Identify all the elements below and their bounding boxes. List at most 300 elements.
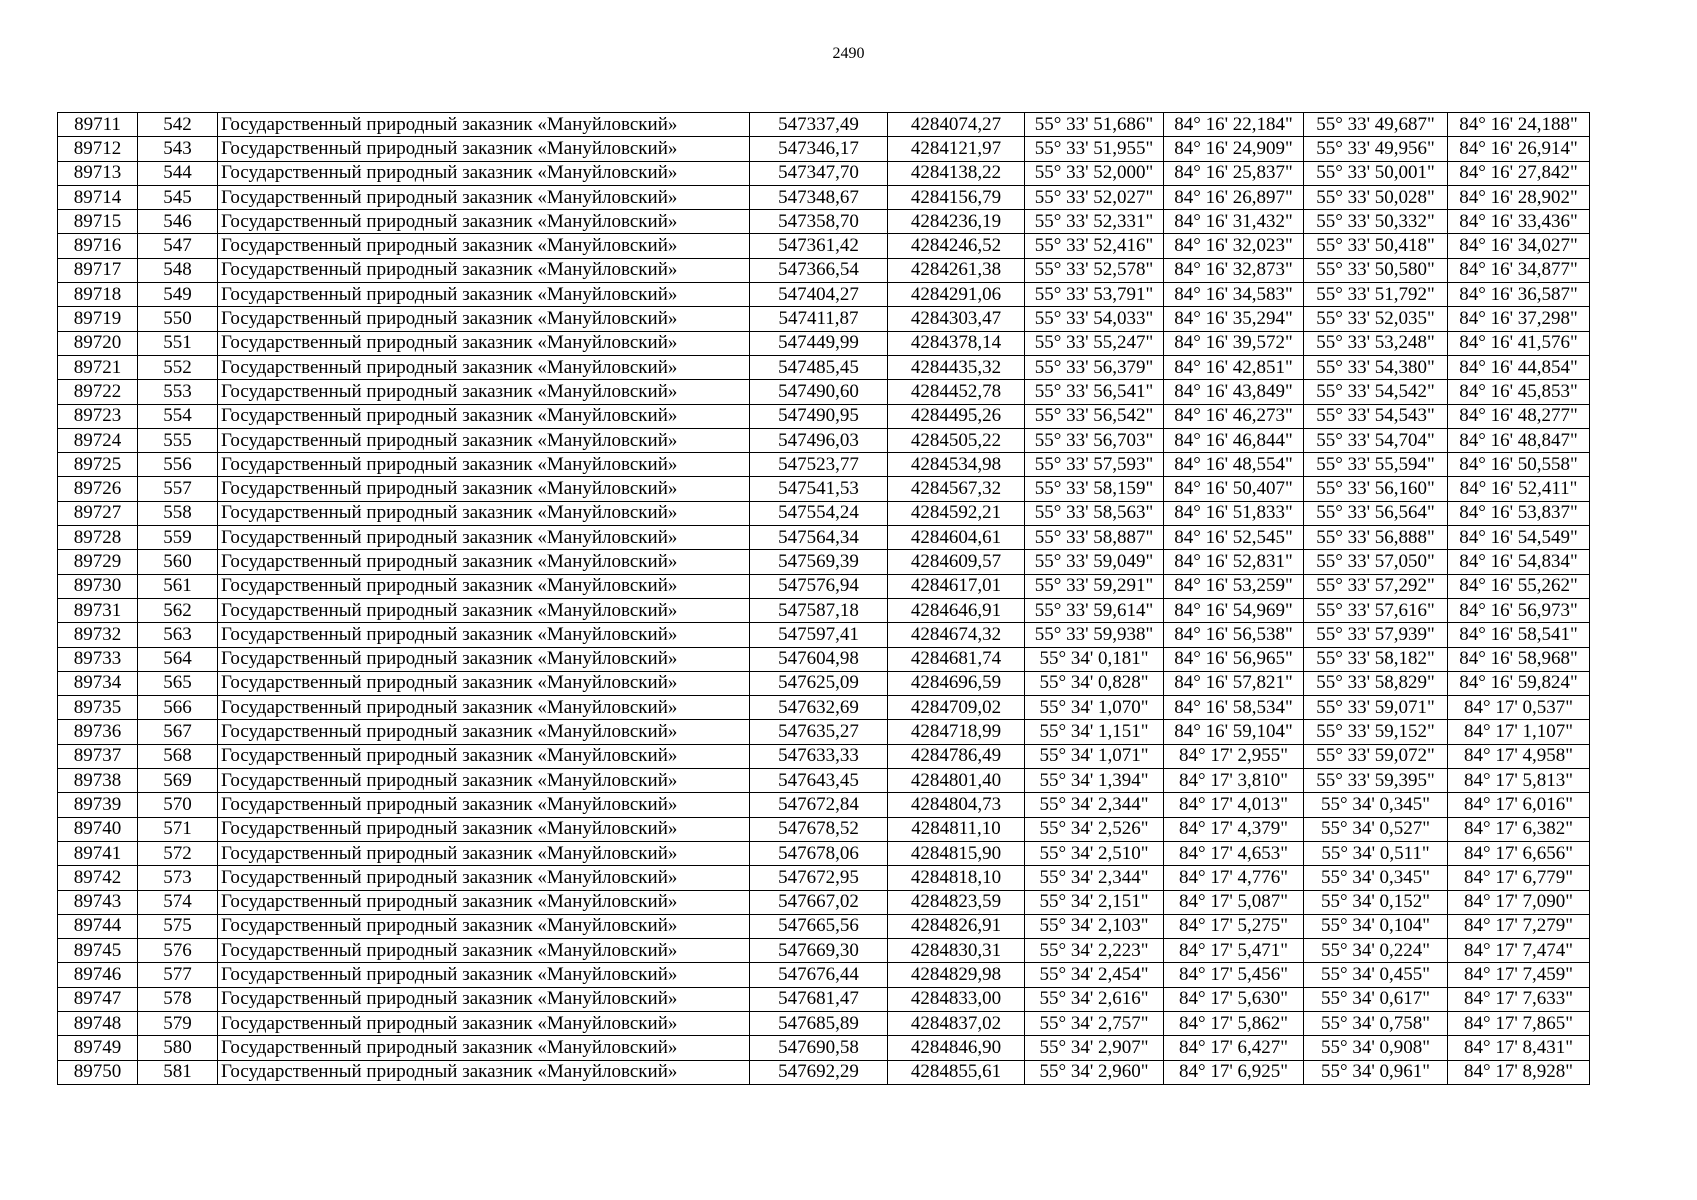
longitude-alt-cell: 84° 16' 36,587" xyxy=(1448,283,1590,307)
y-coordinate-cell: 4284830,31 xyxy=(888,939,1025,963)
table-row xyxy=(58,501,1590,525)
x-coordinate-cell: 547685,89 xyxy=(750,1011,888,1035)
longitude-alt-cell: 84° 16' 34,027" xyxy=(1448,234,1590,258)
x-coordinate-cell: 547635,27 xyxy=(750,720,888,744)
row-number-cell: 89726 xyxy=(58,477,138,501)
latitude-cell: 55° 33' 54,033" xyxy=(1025,307,1164,331)
longitude-alt-cell: 84° 17' 8,928" xyxy=(1448,1060,1590,1084)
name-cell: Государственный природный заказник «Мануйловский» xyxy=(218,137,750,161)
latitude-alt-cell: 55° 33' 55,594" xyxy=(1304,453,1448,477)
longitude-cell: 84° 17' 4,379" xyxy=(1164,817,1304,841)
longitude-alt-cell: 84° 16' 56,973" xyxy=(1448,598,1590,622)
latitude-cell: 55° 34' 2,151" xyxy=(1025,890,1164,914)
latitude-alt-cell: 55° 33' 59,395" xyxy=(1304,769,1448,793)
row-number-cell: 89719 xyxy=(58,307,138,331)
latitude-cell: 55° 33' 56,541" xyxy=(1025,380,1164,404)
longitude-cell: 84° 17' 5,862" xyxy=(1164,1011,1304,1035)
table-row xyxy=(58,939,1590,963)
table-row xyxy=(58,817,1590,841)
x-coordinate-cell: 547643,45 xyxy=(750,769,888,793)
name-cell: Государственный природный заказник «Мануйловский» xyxy=(218,623,750,647)
latitude-alt-cell: 55° 33' 53,248" xyxy=(1304,331,1448,355)
name-cell: Государственный природный заказник «Мануйловский» xyxy=(218,113,750,137)
longitude-cell: 84° 16' 52,831" xyxy=(1164,550,1304,574)
point-number-cell: 555 xyxy=(138,428,218,452)
latitude-alt-cell: 55° 34' 0,455" xyxy=(1304,963,1448,987)
table-row xyxy=(58,380,1590,404)
x-coordinate-cell: 547337,49 xyxy=(750,113,888,137)
x-coordinate-cell: 547411,87 xyxy=(750,307,888,331)
longitude-cell: 84° 17' 4,776" xyxy=(1164,866,1304,890)
latitude-alt-cell: 55° 34' 0,511" xyxy=(1304,841,1448,865)
row-number-cell: 89735 xyxy=(58,696,138,720)
row-number-cell: 89717 xyxy=(58,258,138,282)
row-number-cell: 89712 xyxy=(58,137,138,161)
longitude-alt-cell: 84° 16' 37,298" xyxy=(1448,307,1590,331)
latitude-alt-cell: 55° 33' 59,152" xyxy=(1304,720,1448,744)
point-number-cell: 552 xyxy=(138,355,218,379)
x-coordinate-cell: 547564,34 xyxy=(750,526,888,550)
point-number-cell: 581 xyxy=(138,1060,218,1084)
y-coordinate-cell: 4284833,00 xyxy=(888,987,1025,1011)
longitude-cell: 84° 16' 25,837" xyxy=(1164,161,1304,185)
latitude-cell: 55° 34' 0,181" xyxy=(1025,647,1164,671)
name-cell: Государственный природный заказник «Мануйловский» xyxy=(218,841,750,865)
name-cell: Государственный природный заказник «Мануйловский» xyxy=(218,769,750,793)
y-coordinate-cell: 4284681,74 xyxy=(888,647,1025,671)
x-coordinate-cell: 547678,06 xyxy=(750,841,888,865)
latitude-cell: 55° 33' 51,686" xyxy=(1025,113,1164,137)
longitude-alt-cell: 84° 16' 54,549" xyxy=(1448,526,1590,550)
latitude-cell: 55° 33' 53,791" xyxy=(1025,283,1164,307)
longitude-cell: 84° 16' 59,104" xyxy=(1164,720,1304,744)
point-number-cell: 580 xyxy=(138,1036,218,1060)
name-cell: Государственный природный заказник «Мануйловский» xyxy=(218,720,750,744)
y-coordinate-cell: 4284855,61 xyxy=(888,1060,1025,1084)
longitude-alt-cell: 84° 16' 28,902" xyxy=(1448,185,1590,209)
y-coordinate-cell: 4284074,27 xyxy=(888,113,1025,137)
longitude-alt-cell: 84° 16' 27,842" xyxy=(1448,161,1590,185)
latitude-cell: 55° 34' 2,344" xyxy=(1025,793,1164,817)
table-row xyxy=(58,355,1590,379)
name-cell: Государственный природный заказник «Мануйловский» xyxy=(218,574,750,598)
coordinates-table xyxy=(57,112,1590,1085)
y-coordinate-cell: 4284718,99 xyxy=(888,720,1025,744)
x-coordinate-cell: 547569,39 xyxy=(750,550,888,574)
longitude-cell: 84° 16' 54,969" xyxy=(1164,598,1304,622)
x-coordinate-cell: 547681,47 xyxy=(750,987,888,1011)
row-number-cell: 89713 xyxy=(58,161,138,185)
longitude-cell: 84° 16' 58,534" xyxy=(1164,696,1304,720)
y-coordinate-cell: 4284567,32 xyxy=(888,477,1025,501)
longitude-cell: 84° 17' 5,275" xyxy=(1164,914,1304,938)
y-coordinate-cell: 4284818,10 xyxy=(888,866,1025,890)
row-number-cell: 89711 xyxy=(58,113,138,137)
latitude-alt-cell: 55° 33' 50,028" xyxy=(1304,185,1448,209)
latitude-alt-cell: 55° 34' 0,345" xyxy=(1304,793,1448,817)
latitude-cell: 55° 33' 58,563" xyxy=(1025,501,1164,525)
table-row xyxy=(58,574,1590,598)
longitude-cell: 84° 16' 52,545" xyxy=(1164,526,1304,550)
y-coordinate-cell: 4284811,10 xyxy=(888,817,1025,841)
longitude-alt-cell: 84° 17' 6,656" xyxy=(1448,841,1590,865)
longitude-alt-cell: 84° 17' 0,537" xyxy=(1448,696,1590,720)
y-coordinate-cell: 4284826,91 xyxy=(888,914,1025,938)
row-number-cell: 89722 xyxy=(58,380,138,404)
point-number-cell: 572 xyxy=(138,841,218,865)
point-number-cell: 566 xyxy=(138,696,218,720)
row-number-cell: 89736 xyxy=(58,720,138,744)
latitude-cell: 55° 33' 59,938" xyxy=(1025,623,1164,647)
x-coordinate-cell: 547490,60 xyxy=(750,380,888,404)
row-number-cell: 89714 xyxy=(58,185,138,209)
y-coordinate-cell: 4284435,32 xyxy=(888,355,1025,379)
latitude-cell: 55° 33' 52,578" xyxy=(1025,258,1164,282)
latitude-cell: 55° 34' 1,151" xyxy=(1025,720,1164,744)
longitude-alt-cell: 84° 16' 34,877" xyxy=(1448,258,1590,282)
point-number-cell: 550 xyxy=(138,307,218,331)
y-coordinate-cell: 4284261,38 xyxy=(888,258,1025,282)
latitude-cell: 55° 34' 2,960" xyxy=(1025,1060,1164,1084)
row-number-cell: 89739 xyxy=(58,793,138,817)
row-number-cell: 89732 xyxy=(58,623,138,647)
latitude-cell: 55° 33' 59,614" xyxy=(1025,598,1164,622)
latitude-alt-cell: 55° 33' 50,332" xyxy=(1304,210,1448,234)
x-coordinate-cell: 547672,95 xyxy=(750,866,888,890)
x-coordinate-cell: 547404,27 xyxy=(750,283,888,307)
name-cell: Государственный природный заказник «Мануйловский» xyxy=(218,866,750,890)
row-number-cell: 89727 xyxy=(58,501,138,525)
x-coordinate-cell: 547633,33 xyxy=(750,744,888,768)
table-row xyxy=(58,914,1590,938)
longitude-cell: 84° 16' 42,851" xyxy=(1164,355,1304,379)
x-coordinate-cell: 547576,94 xyxy=(750,574,888,598)
point-number-cell: 548 xyxy=(138,258,218,282)
name-cell: Государственный природный заказник «Мануйловский» xyxy=(218,963,750,987)
longitude-cell: 84° 16' 43,849" xyxy=(1164,380,1304,404)
latitude-alt-cell: 55° 33' 56,160" xyxy=(1304,477,1448,501)
x-coordinate-cell: 547485,45 xyxy=(750,355,888,379)
longitude-alt-cell: 84° 16' 59,824" xyxy=(1448,671,1590,695)
point-number-cell: 565 xyxy=(138,671,218,695)
point-number-cell: 563 xyxy=(138,623,218,647)
latitude-alt-cell: 55° 34' 0,152" xyxy=(1304,890,1448,914)
latitude-alt-cell: 55° 33' 57,292" xyxy=(1304,574,1448,598)
point-number-cell: 578 xyxy=(138,987,218,1011)
y-coordinate-cell: 4284291,06 xyxy=(888,283,1025,307)
point-number-cell: 562 xyxy=(138,598,218,622)
table-row xyxy=(58,1060,1590,1084)
latitude-cell: 55° 34' 2,907" xyxy=(1025,1036,1164,1060)
table-row xyxy=(58,598,1590,622)
x-coordinate-cell: 547692,29 xyxy=(750,1060,888,1084)
table-row xyxy=(58,1036,1590,1060)
y-coordinate-cell: 4284303,47 xyxy=(888,307,1025,331)
latitude-alt-cell: 55° 33' 54,542" xyxy=(1304,380,1448,404)
latitude-alt-cell: 55° 33' 54,380" xyxy=(1304,355,1448,379)
table-row xyxy=(58,623,1590,647)
table-row xyxy=(58,258,1590,282)
latitude-cell: 55° 33' 56,542" xyxy=(1025,404,1164,428)
y-coordinate-cell: 4284823,59 xyxy=(888,890,1025,914)
latitude-cell: 55° 33' 56,703" xyxy=(1025,428,1164,452)
longitude-alt-cell: 84° 17' 6,779" xyxy=(1448,866,1590,890)
name-cell: Государственный природный заказник «Мануйловский» xyxy=(218,380,750,404)
longitude-cell: 84° 17' 5,471" xyxy=(1164,939,1304,963)
latitude-alt-cell: 55° 33' 49,687" xyxy=(1304,113,1448,137)
table-row xyxy=(58,671,1590,695)
name-cell: Государственный природный заказник «Мануйловский» xyxy=(218,453,750,477)
latitude-alt-cell: 55° 34' 0,527" xyxy=(1304,817,1448,841)
longitude-cell: 84° 16' 32,873" xyxy=(1164,258,1304,282)
point-number-cell: 561 xyxy=(138,574,218,598)
longitude-cell: 84° 16' 51,833" xyxy=(1164,501,1304,525)
row-number-cell: 89723 xyxy=(58,404,138,428)
x-coordinate-cell: 547541,53 xyxy=(750,477,888,501)
point-number-cell: 579 xyxy=(138,1011,218,1035)
x-coordinate-cell: 547361,42 xyxy=(750,234,888,258)
row-number-cell: 89740 xyxy=(58,817,138,841)
name-cell: Государственный природный заказник «Мануйловский» xyxy=(218,331,750,355)
latitude-alt-cell: 55° 33' 49,956" xyxy=(1304,137,1448,161)
longitude-cell: 84° 17' 5,456" xyxy=(1164,963,1304,987)
latitude-alt-cell: 55° 33' 56,888" xyxy=(1304,526,1448,550)
point-number-cell: 544 xyxy=(138,161,218,185)
name-cell: Государственный природный заказник «Мануйловский» xyxy=(218,307,750,331)
longitude-cell: 84° 16' 46,273" xyxy=(1164,404,1304,428)
longitude-alt-cell: 84° 16' 48,277" xyxy=(1448,404,1590,428)
row-number-cell: 89720 xyxy=(58,331,138,355)
name-cell: Государственный природный заказник «Мануйловский» xyxy=(218,598,750,622)
x-coordinate-cell: 547632,69 xyxy=(750,696,888,720)
x-coordinate-cell: 547587,18 xyxy=(750,598,888,622)
latitude-cell: 55° 34' 1,071" xyxy=(1025,744,1164,768)
point-number-cell: 547 xyxy=(138,234,218,258)
y-coordinate-cell: 4284815,90 xyxy=(888,841,1025,865)
point-number-cell: 554 xyxy=(138,404,218,428)
longitude-alt-cell: 84° 17' 8,431" xyxy=(1448,1036,1590,1060)
longitude-cell: 84° 17' 2,955" xyxy=(1164,744,1304,768)
longitude-alt-cell: 84° 17' 7,865" xyxy=(1448,1011,1590,1035)
longitude-alt-cell: 84° 16' 54,834" xyxy=(1448,550,1590,574)
row-number-cell: 89744 xyxy=(58,914,138,938)
longitude-cell: 84° 16' 46,844" xyxy=(1164,428,1304,452)
point-number-cell: 564 xyxy=(138,647,218,671)
longitude-alt-cell: 84° 17' 7,474" xyxy=(1448,939,1590,963)
y-coordinate-cell: 4284236,19 xyxy=(888,210,1025,234)
latitude-alt-cell: 55° 33' 54,704" xyxy=(1304,428,1448,452)
longitude-cell: 84° 16' 22,184" xyxy=(1164,113,1304,137)
x-coordinate-cell: 547490,95 xyxy=(750,404,888,428)
y-coordinate-cell: 4284646,91 xyxy=(888,598,1025,622)
table-body xyxy=(58,113,1590,1085)
longitude-alt-cell: 84° 16' 48,847" xyxy=(1448,428,1590,452)
row-number-cell: 89741 xyxy=(58,841,138,865)
name-cell: Государственный природный заказник «Мануйловский» xyxy=(218,914,750,938)
x-coordinate-cell: 547625,09 xyxy=(750,671,888,695)
y-coordinate-cell: 4284156,79 xyxy=(888,185,1025,209)
table-row xyxy=(58,234,1590,258)
point-number-cell: 546 xyxy=(138,210,218,234)
latitude-alt-cell: 55° 34' 0,617" xyxy=(1304,987,1448,1011)
latitude-cell: 55° 34' 2,454" xyxy=(1025,963,1164,987)
latitude-cell: 55° 33' 51,955" xyxy=(1025,137,1164,161)
name-cell: Государственный природный заказник «Мануйловский» xyxy=(218,1036,750,1060)
longitude-alt-cell: 84° 17' 7,459" xyxy=(1448,963,1590,987)
table-row xyxy=(58,453,1590,477)
name-cell: Государственный природный заказник «Мануйловский» xyxy=(218,671,750,695)
y-coordinate-cell: 4284534,98 xyxy=(888,453,1025,477)
x-coordinate-cell: 547672,84 xyxy=(750,793,888,817)
row-number-cell: 89737 xyxy=(58,744,138,768)
latitude-alt-cell: 55° 33' 57,050" xyxy=(1304,550,1448,574)
table-row xyxy=(58,307,1590,331)
y-coordinate-cell: 4284592,21 xyxy=(888,501,1025,525)
name-cell: Государственный природный заказник «Мануйловский» xyxy=(218,283,750,307)
x-coordinate-cell: 547690,58 xyxy=(750,1036,888,1060)
name-cell: Государственный природный заказник «Мануйловский» xyxy=(218,890,750,914)
point-number-cell: 553 xyxy=(138,380,218,404)
name-cell: Государственный природный заказник «Мануйловский» xyxy=(218,744,750,768)
longitude-alt-cell: 84° 17' 7,633" xyxy=(1448,987,1590,1011)
table-row xyxy=(58,137,1590,161)
longitude-alt-cell: 84° 16' 50,558" xyxy=(1448,453,1590,477)
latitude-alt-cell: 55° 33' 50,418" xyxy=(1304,234,1448,258)
row-number-cell: 89715 xyxy=(58,210,138,234)
longitude-alt-cell: 84° 16' 24,188" xyxy=(1448,113,1590,137)
longitude-alt-cell: 84° 17' 4,958" xyxy=(1448,744,1590,768)
point-number-cell: 551 xyxy=(138,331,218,355)
longitude-alt-cell: 84° 17' 1,107" xyxy=(1448,720,1590,744)
name-cell: Государственный природный заказник «Мануйловский» xyxy=(218,793,750,817)
longitude-alt-cell: 84° 16' 33,436" xyxy=(1448,210,1590,234)
latitude-cell: 55° 34' 1,070" xyxy=(1025,696,1164,720)
latitude-alt-cell: 55° 33' 50,580" xyxy=(1304,258,1448,282)
longitude-cell: 84° 17' 4,013" xyxy=(1164,793,1304,817)
longitude-cell: 84° 16' 35,294" xyxy=(1164,307,1304,331)
x-coordinate-cell: 547523,77 xyxy=(750,453,888,477)
row-number-cell: 89729 xyxy=(58,550,138,574)
latitude-alt-cell: 55° 33' 50,001" xyxy=(1304,161,1448,185)
latitude-alt-cell: 55° 34' 0,758" xyxy=(1304,1011,1448,1035)
table-row xyxy=(58,793,1590,817)
name-cell: Государственный природный заказник «Мануйловский» xyxy=(218,939,750,963)
row-number-cell: 89724 xyxy=(58,428,138,452)
page-number: 2490 xyxy=(832,45,865,62)
name-cell: Государственный природный заказник «Мануйловский» xyxy=(218,1011,750,1035)
row-number-cell: 89745 xyxy=(58,939,138,963)
longitude-alt-cell: 84° 16' 44,854" xyxy=(1448,355,1590,379)
latitude-alt-cell: 55° 33' 59,072" xyxy=(1304,744,1448,768)
y-coordinate-cell: 4284786,49 xyxy=(888,744,1025,768)
point-number-cell: 569 xyxy=(138,769,218,793)
longitude-alt-cell: 84° 17' 6,016" xyxy=(1448,793,1590,817)
point-number-cell: 576 xyxy=(138,939,218,963)
row-number-cell: 89734 xyxy=(58,671,138,695)
table-row xyxy=(58,1011,1590,1035)
row-number-cell: 89728 xyxy=(58,526,138,550)
x-coordinate-cell: 547347,70 xyxy=(750,161,888,185)
point-number-cell: 574 xyxy=(138,890,218,914)
x-coordinate-cell: 547597,41 xyxy=(750,623,888,647)
point-number-cell: 558 xyxy=(138,501,218,525)
latitude-cell: 55° 34' 2,223" xyxy=(1025,939,1164,963)
name-cell: Государственный природный заказник «Мануйловский» xyxy=(218,355,750,379)
name-cell: Государственный природный заказник «Мануйловский» xyxy=(218,987,750,1011)
longitude-alt-cell: 84° 16' 53,837" xyxy=(1448,501,1590,525)
longitude-alt-cell: 84° 16' 55,262" xyxy=(1448,574,1590,598)
row-number-cell: 89747 xyxy=(58,987,138,1011)
latitude-cell: 55° 34' 2,103" xyxy=(1025,914,1164,938)
x-coordinate-cell: 547554,24 xyxy=(750,501,888,525)
x-coordinate-cell: 547449,99 xyxy=(750,331,888,355)
latitude-alt-cell: 55° 33' 58,829" xyxy=(1304,671,1448,695)
latitude-alt-cell: 55° 33' 59,071" xyxy=(1304,696,1448,720)
latitude-alt-cell: 55° 33' 52,035" xyxy=(1304,307,1448,331)
row-number-cell: 89746 xyxy=(58,963,138,987)
x-coordinate-cell: 547667,02 xyxy=(750,890,888,914)
table-row xyxy=(58,404,1590,428)
y-coordinate-cell: 4284829,98 xyxy=(888,963,1025,987)
latitude-alt-cell: 55° 33' 57,939" xyxy=(1304,623,1448,647)
longitude-cell: 84° 17' 6,925" xyxy=(1164,1060,1304,1084)
longitude-alt-cell: 84° 16' 41,576" xyxy=(1448,331,1590,355)
latitude-cell: 55° 33' 52,000" xyxy=(1025,161,1164,185)
point-number-cell: 543 xyxy=(138,137,218,161)
longitude-alt-cell: 84° 17' 7,279" xyxy=(1448,914,1590,938)
longitude-alt-cell: 84° 16' 52,411" xyxy=(1448,477,1590,501)
name-cell: Государственный природный заказник «Мануйловский» xyxy=(218,647,750,671)
x-coordinate-cell: 547366,54 xyxy=(750,258,888,282)
latitude-alt-cell: 55° 34' 0,961" xyxy=(1304,1060,1448,1084)
row-number-cell: 89742 xyxy=(58,866,138,890)
row-number-cell: 89718 xyxy=(58,283,138,307)
point-number-cell: 560 xyxy=(138,550,218,574)
latitude-alt-cell: 55° 33' 56,564" xyxy=(1304,501,1448,525)
table-row xyxy=(58,744,1590,768)
row-number-cell: 89743 xyxy=(58,890,138,914)
table-row xyxy=(58,428,1590,452)
latitude-cell: 55° 34' 2,757" xyxy=(1025,1011,1164,1035)
longitude-alt-cell: 84° 16' 58,968" xyxy=(1448,647,1590,671)
longitude-alt-cell: 84° 16' 45,853" xyxy=(1448,380,1590,404)
latitude-cell: 55° 34' 2,510" xyxy=(1025,841,1164,865)
latitude-alt-cell: 55° 34' 0,104" xyxy=(1304,914,1448,938)
y-coordinate-cell: 4284452,78 xyxy=(888,380,1025,404)
table-row xyxy=(58,890,1590,914)
longitude-cell: 84° 16' 53,259" xyxy=(1164,574,1304,598)
longitude-cell: 84° 17' 5,087" xyxy=(1164,890,1304,914)
x-coordinate-cell: 547665,56 xyxy=(750,914,888,938)
table-row xyxy=(58,987,1590,1011)
longitude-cell: 84° 16' 32,023" xyxy=(1164,234,1304,258)
row-number-cell: 89750 xyxy=(58,1060,138,1084)
table-row xyxy=(58,720,1590,744)
row-number-cell: 89733 xyxy=(58,647,138,671)
table-row xyxy=(58,113,1590,137)
longitude-cell: 84° 17' 4,653" xyxy=(1164,841,1304,865)
point-number-cell: 570 xyxy=(138,793,218,817)
longitude-alt-cell: 84° 17' 6,382" xyxy=(1448,817,1590,841)
latitude-cell: 55° 33' 58,159" xyxy=(1025,477,1164,501)
point-number-cell: 575 xyxy=(138,914,218,938)
point-number-cell: 549 xyxy=(138,283,218,307)
y-coordinate-cell: 4284604,61 xyxy=(888,526,1025,550)
point-number-cell: 573 xyxy=(138,866,218,890)
y-coordinate-cell: 4284505,22 xyxy=(888,428,1025,452)
longitude-cell: 84° 16' 56,538" xyxy=(1164,623,1304,647)
point-number-cell: 545 xyxy=(138,185,218,209)
